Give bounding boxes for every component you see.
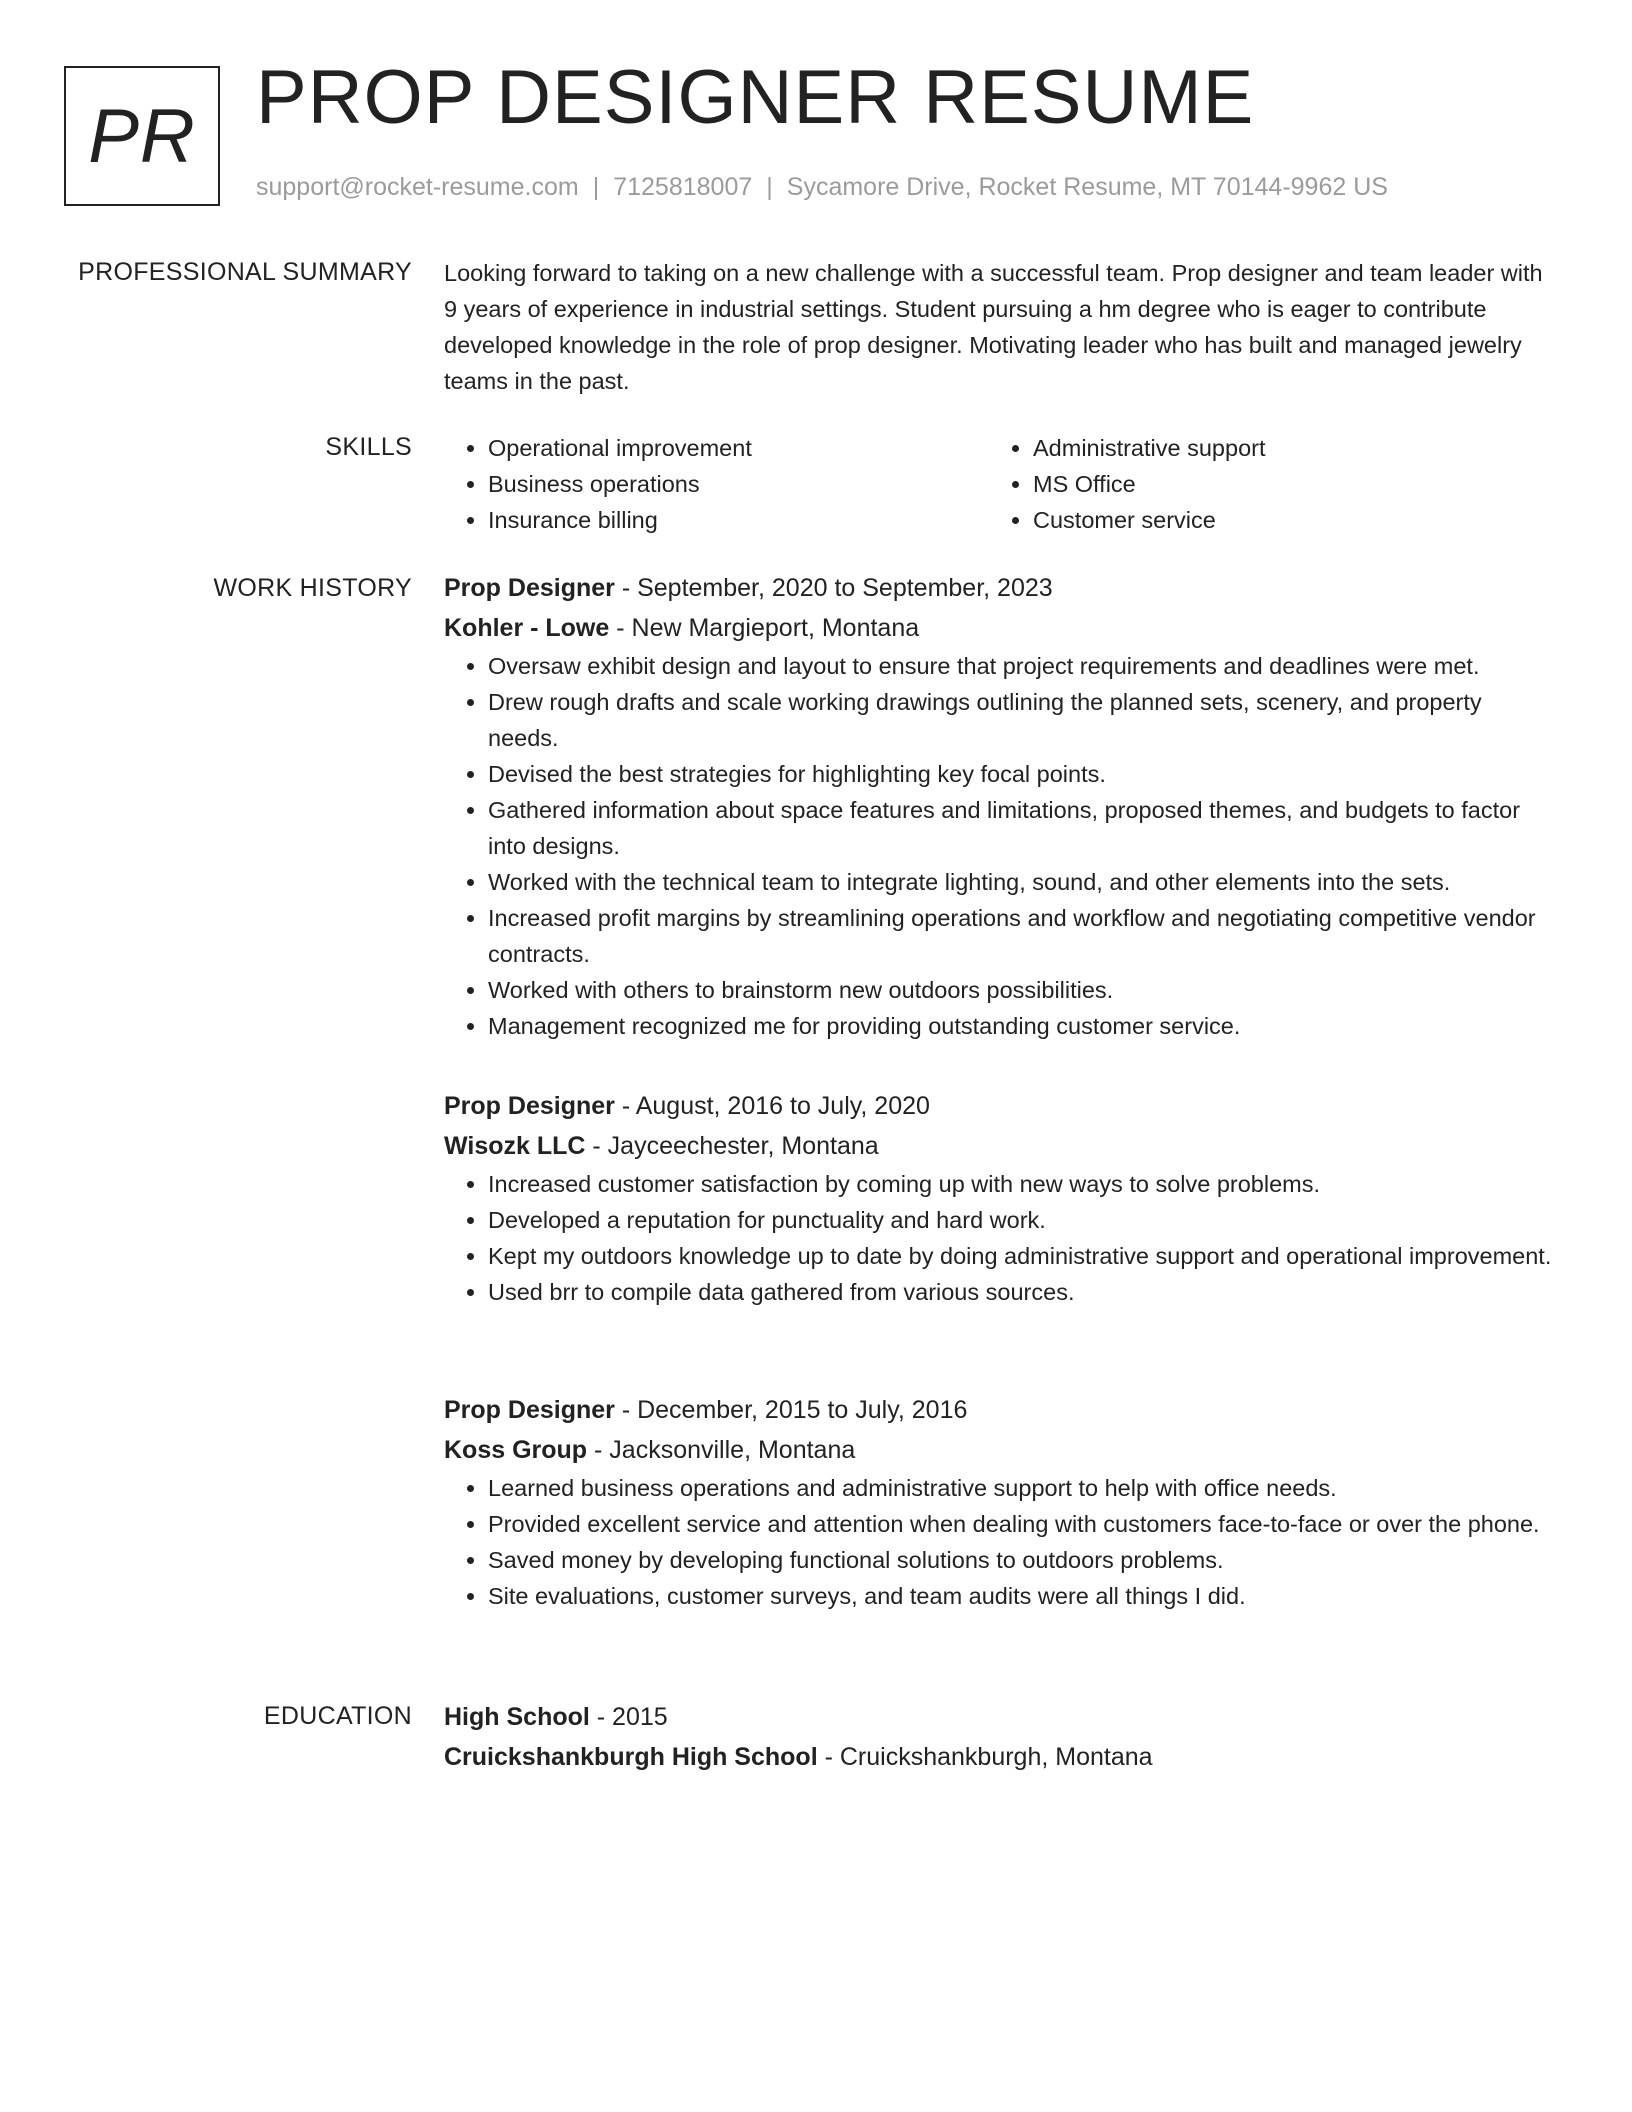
skills-grid [444,430,1554,538]
education-degree-line [444,1697,1554,1737]
job-company: Koss Group [444,1436,588,1464]
job-location: - New Margieport, Montana [609,614,920,642]
skills-column-right [989,430,1534,538]
skill-item: • Insurance billing [488,502,989,538]
job-company: Kohler - Lowe [444,614,610,642]
job-bullet: • Increased customer satisfaction by coming up with new ways to solve problems. [488,1166,1554,1202]
job-bullet: • Developed a reputation for punctuality and hard work. [488,1202,1554,1238]
job-bullet-list [444,648,1554,1044]
education-school-line [444,1737,1554,1777]
job-bullet: • Gathered information about space features and limitations, proposed themes, and budgets to factor into designs. [488,792,1554,864]
monogram-box [64,66,220,206]
job-location: - Jayceechester, Montana [585,1132,879,1160]
job-entry [444,1086,1554,1310]
skills-column-left [444,430,989,538]
job-location: - Jacksonville, Montana [587,1436,856,1464]
skills-heading: SKILLS [325,433,412,461]
job-title: Prop Designer [444,1396,615,1424]
job-dates: - September, 2020 to September, 2023 [614,574,1053,602]
job-bullet: • Provided excellent service and attention when dealing with customers face-to-face or over the phone. [488,1506,1554,1542]
job-company-line [444,1430,1554,1470]
job-dates: - December, 2015 to July, 2016 [614,1396,968,1424]
job-bullet: • Worked with the technical team to integrate lighting, sound, and other elements into the sets. [488,864,1554,900]
summary-heading: PROFESSIONAL SUMMARY [78,258,412,286]
contact-separator: | [592,173,600,201]
job-company-line [444,1126,1554,1166]
job-company: Wisozk LLC [444,1132,586,1160]
education-degree: High School [444,1703,590,1731]
education-location: - Cruickshankburgh, Montana [817,1743,1153,1771]
job-bullet: • Saved money by developing functional solutions to outdoors problems. [488,1542,1554,1578]
job-bullet: • Increased profit margins by streamlining operations and workflow and negotiating competitive vendor contracts. [488,900,1554,972]
skill-item: • Business operations [488,466,989,502]
job-title: Prop Designer [444,1092,615,1120]
contact-separator: | [766,173,773,201]
job-bullet: • Devised the best strategies for highlighting key focal points. [488,756,1554,792]
skill-item: • Operational improvement [488,430,989,466]
contact-phone: 7125818007 [613,173,753,201]
skill-item: • Administrative support [1033,430,1534,466]
job-bullet-list [444,1470,1554,1614]
job-bullet: • Learned business operations and administrative support to help with office needs. [488,1470,1554,1506]
job-dates: - August, 2016 to July, 2020 [614,1092,930,1120]
contact-line [256,173,1388,202]
job-bullet-list [444,1166,1554,1310]
education-heading: EDUCATION [263,1702,412,1730]
job-title-line [444,568,1554,608]
job-bullet: • Site evaluations, customer surveys, and team audits were all things I did. [488,1578,1554,1614]
skill-item: • MS Office [1033,466,1534,502]
work-history-heading: WORK HISTORY [213,574,412,602]
job-title: Prop Designer [444,574,615,602]
job-bullet: • Oversaw exhibit design and layout to ensure that project requirements and deadlines were met. [488,648,1554,684]
skill-item: • Customer service [1033,502,1534,538]
page-title: PROP DESIGNER RESUME [256,55,1255,140]
monogram-initials: PR [88,93,196,179]
job-bullet: • Used brr to compile data gathered from various sources. [488,1274,1554,1310]
job-bullet: • Drew rough drafts and scale working drawings outlining the planned sets, scenery, and property needs. [488,684,1554,756]
job-bullet: • Management recognized me for providing outstanding customer service. [488,1008,1554,1044]
job-bullet: • Worked with others to brainstorm new outdoors possibilities. [488,972,1554,1008]
job-company-line [444,608,1554,648]
job-bullet: • Kept my outdoors knowledge up to date by doing administrative support and operational improvement. [488,1238,1554,1274]
job-title-line [444,1390,1554,1430]
contact-address: Sycamore Drive, Rocket Resume, MT 70144-9962 US [786,173,1388,201]
education-year: - 2015 [589,1703,668,1731]
job-entry [444,1390,1554,1614]
job-entry [444,568,1554,1044]
job-title-line [444,1086,1554,1126]
contact-email: support@rocket-resume.com [256,173,579,201]
summary-text: Looking forward to taking on a new challenge with a successful team. Prop designer and team leader with 9 years of experience in industrial settings. Student pursuing a hm degree who is eager to contribute developed knowledge in the role of prop designer. Motivating leader who has built and managed jewelry teams in the past. [444,260,1543,394]
education-school: Cruickshankburgh High School [444,1743,818,1771]
